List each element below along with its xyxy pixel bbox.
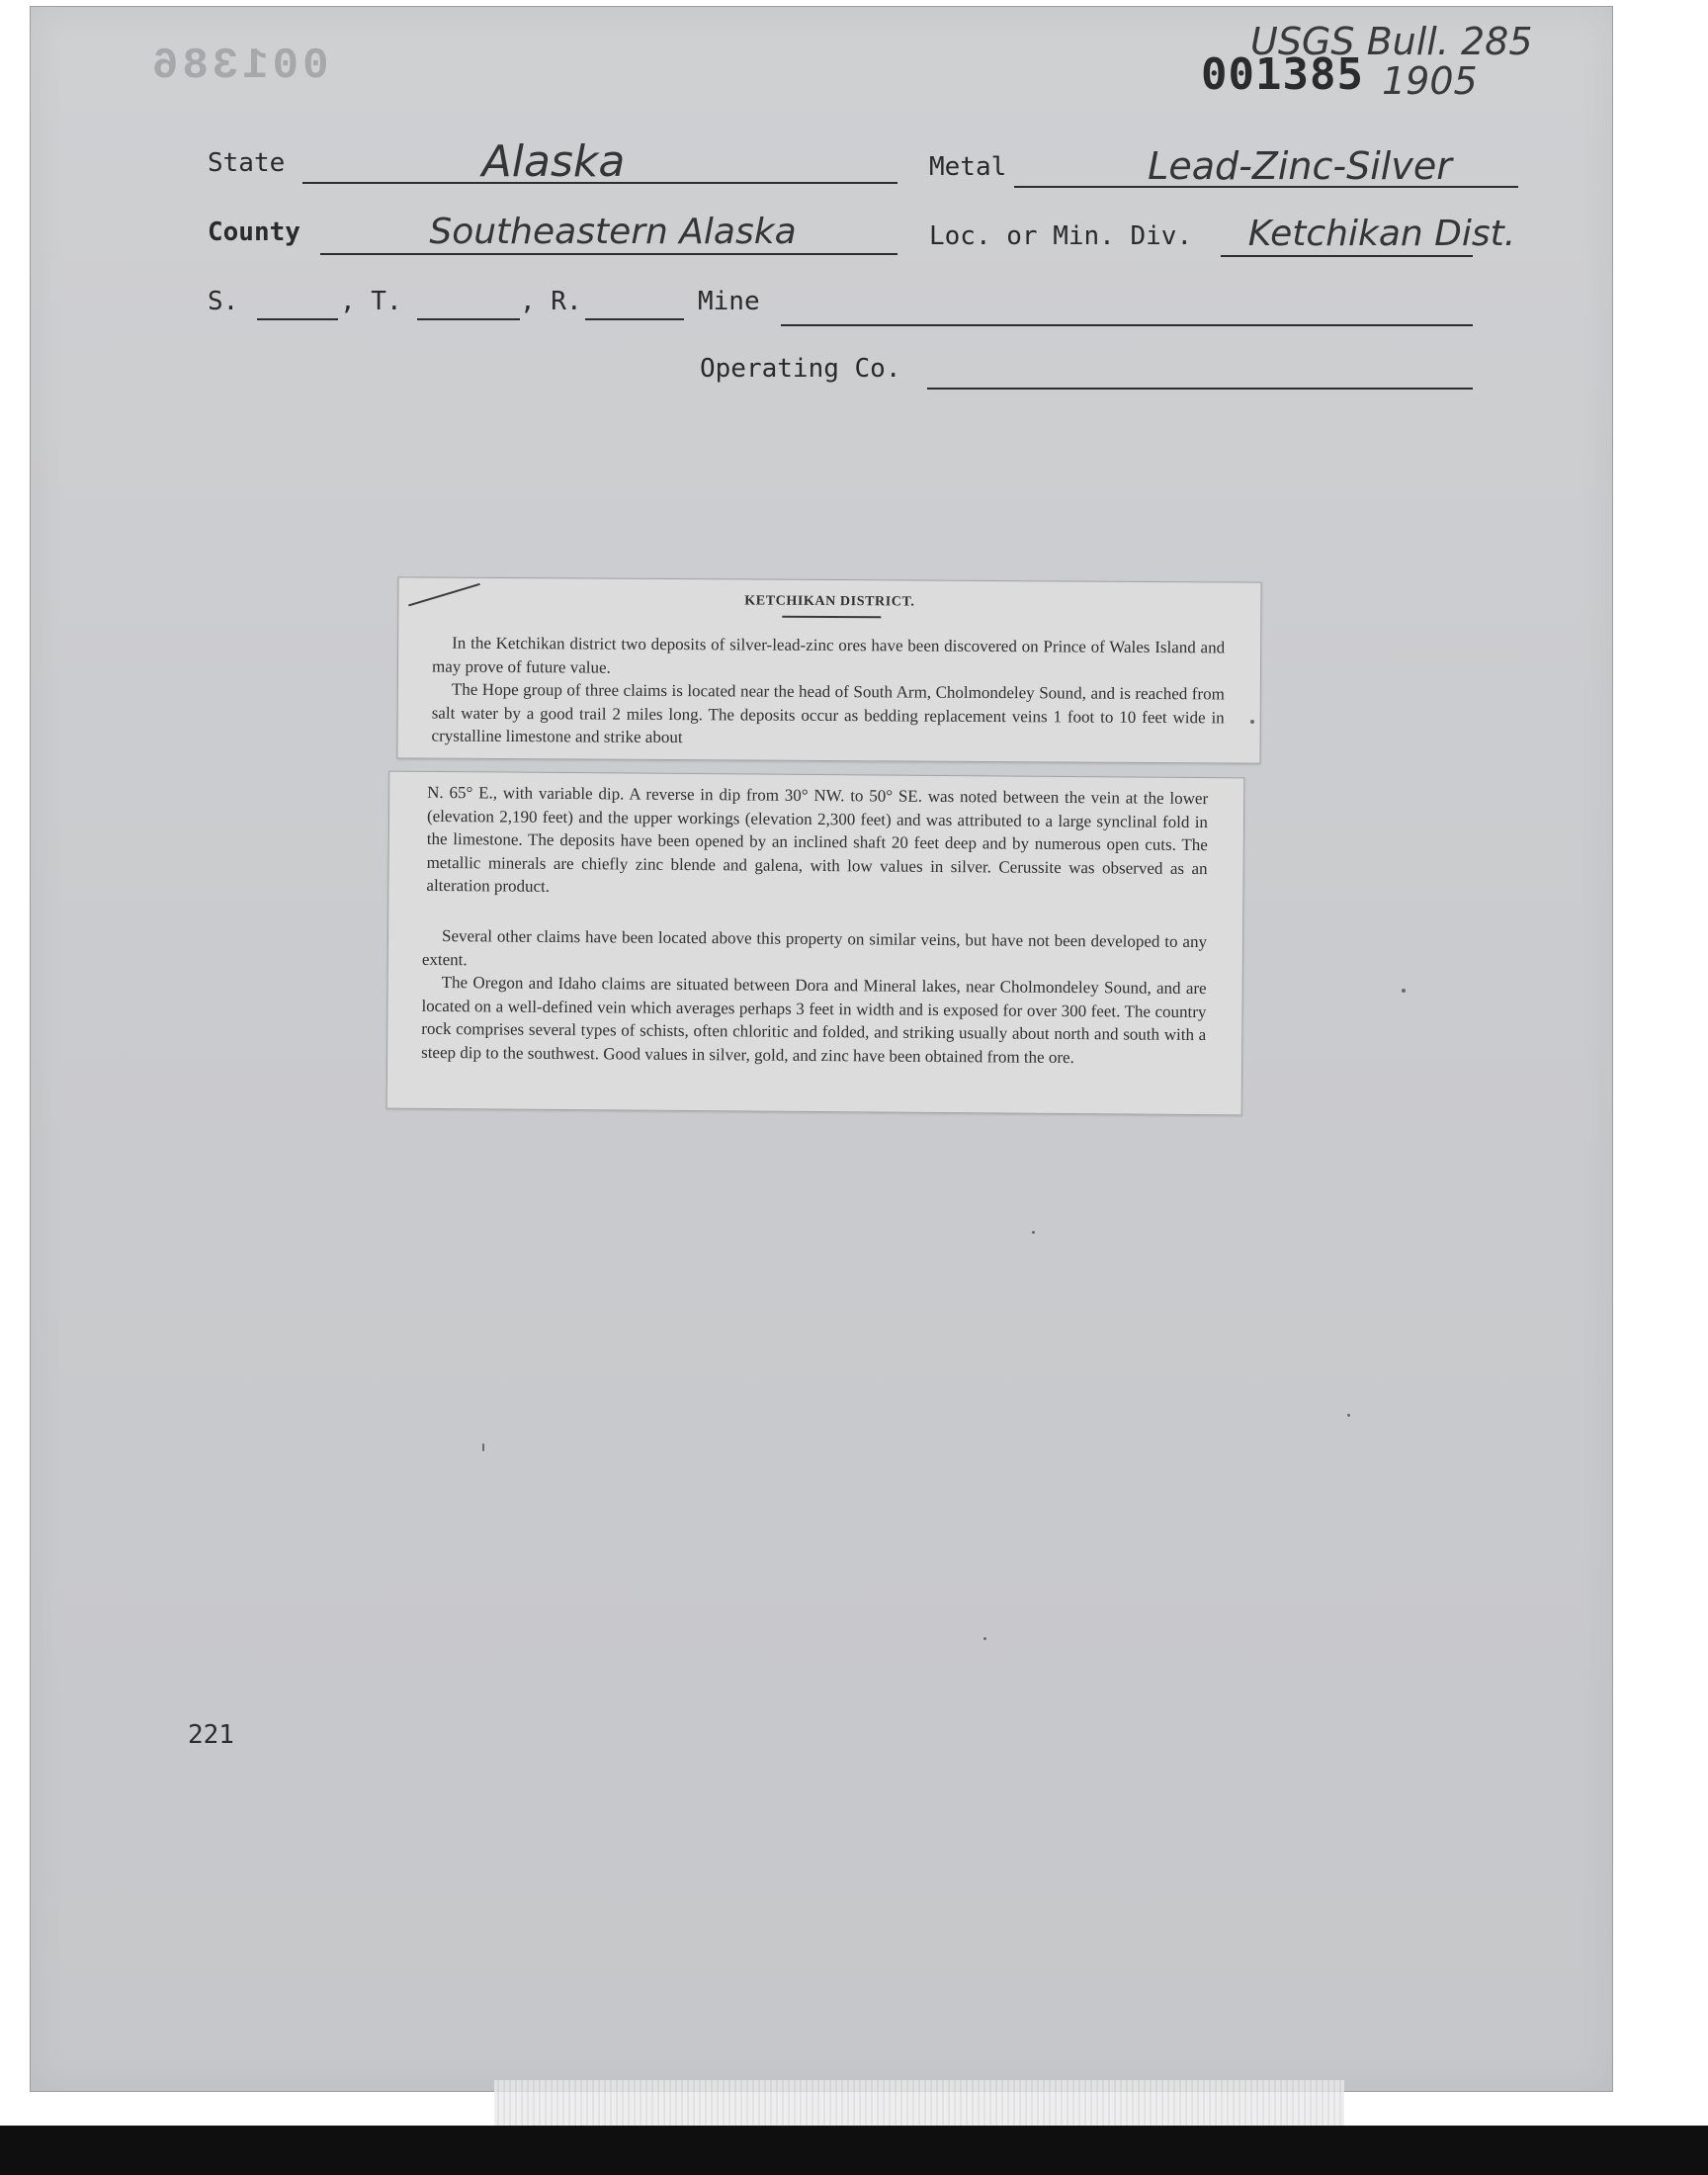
county-value[interactable]: Southeastern Alaska — [429, 212, 797, 252]
state-value[interactable]: Alaska — [481, 136, 626, 187]
scanner-bottom-border — [0, 2126, 1708, 2175]
division-value[interactable]: Ketchikan Dist. — [1247, 214, 1516, 254]
operating-co-line[interactable] — [927, 388, 1473, 390]
scanner-edge-strip — [494, 2080, 1344, 2126]
division-label: Loc. or Min. Div. — [929, 221, 1193, 251]
document-number: 001385 — [1201, 49, 1364, 100]
handwritten-reference: USGS Bull. 285 — [1250, 20, 1533, 63]
operating-co-label: Operating Co. — [700, 354, 901, 384]
county-line — [320, 253, 897, 255]
township-line[interactable] — [417, 318, 520, 320]
clipping-paragraph-2: The Hope group of three claims is located near the head of South Arm, Cholmondeley Sound, and is reached from salt water by a good trail 2 miles long. The deposits occur as bedding replacement veins 1 foot to 10 feet wide in crystalline limestone and strike about — [431, 679, 1225, 747]
state-label: State — [208, 148, 286, 178]
metal-value[interactable]: Lead-Zinc-Silver — [1148, 144, 1452, 188]
title-underline — [782, 616, 881, 619]
county-label: County — [208, 218, 300, 247]
bleed-through-number: 001386 — [148, 42, 329, 91]
scan-speck — [983, 1637, 986, 1640]
range-label: , R. — [520, 287, 582, 316]
page-number: 221 — [188, 1720, 234, 1750]
mine-label: Mine — [698, 287, 760, 316]
section-label: S. — [208, 287, 239, 316]
clipping-top — [396, 576, 1261, 763]
scan-speck — [1402, 989, 1406, 993]
clipping-paragraph-1: In the Ketchikan district two deposits of silver-lead-zinc ores have been discovered on Prince of Wales Island and may prove of future value. — [431, 633, 1226, 677]
handwritten-year: 1905 — [1382, 59, 1478, 103]
scan-speck — [482, 1443, 484, 1451]
clipping-paragraph-2-continued: N. 65° E., with variable dip. A reverse in dip from 30° NW. to 50° SE. was noted between the vein at the lower (elevation 2,190 feet) and the upper workings (elevation 2,300 feet) and was attributed to a large synclinal fold in the limestone. The deposits have been opened by an inclined shaft 20 feet deep and by numerous open cuts. The metallic minerals are chiefly zinc blende and galena, with low values in silver. Cerussite was observed as an alteration product. — [426, 782, 1209, 896]
section-line[interactable] — [257, 318, 338, 320]
clipping-paragraph-4: The Oregon and Idaho claims are situated between Dora and Mineral lakes, near Cholmondeley Sound, and are located on a well-defined vein which averages perhaps 3 feet in width and is exposed for over 300 feet. The country rock comprises several types of schists, often chloritic and folded, and striking usually about north and south with a steep dip to the southwest. Good values in silver, gold, and zinc have been obtained from the ore. — [421, 973, 1207, 1067]
division-line — [1221, 255, 1473, 257]
scan-speck — [1032, 1231, 1035, 1234]
township-label: , T. — [340, 287, 402, 316]
scan-speck — [1347, 1414, 1350, 1417]
metal-label: Metal — [929, 152, 1007, 182]
mine-line[interactable] — [781, 324, 1473, 326]
clipping-title: KETCHIKAN DISTRICT. — [744, 593, 915, 610]
scan-speck — [1250, 720, 1254, 724]
clipping-paragraph-3: Several other claims have been located above this property on similar veins, but have not been developed to any extent. — [421, 926, 1208, 969]
clipping-bottom — [386, 771, 1245, 1116]
range-line[interactable] — [585, 318, 684, 320]
